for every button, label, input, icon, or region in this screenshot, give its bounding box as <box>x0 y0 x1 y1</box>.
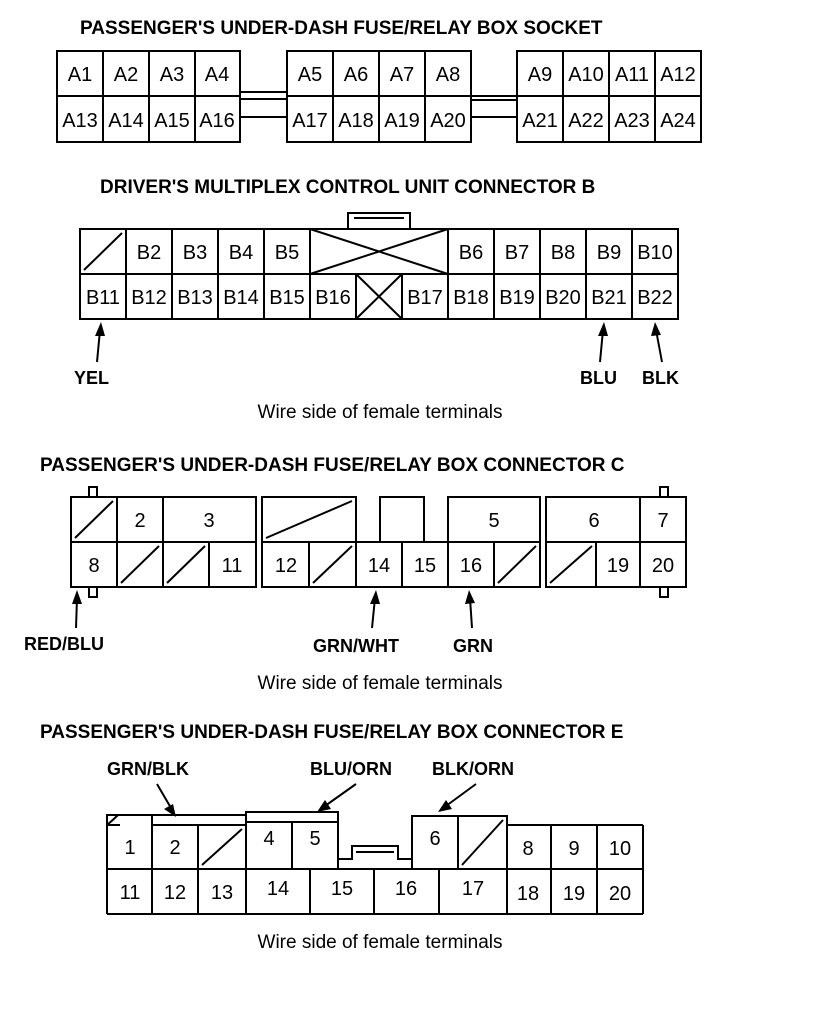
connector-c-t6: 6 <box>588 510 600 532</box>
connector-c-t2: 2 <box>134 510 146 532</box>
connector-b-section <box>74 177 679 423</box>
connector-e-t5: 5 <box>309 828 321 850</box>
socket-a-a13: A13 <box>62 110 98 132</box>
connector-c-note: Wire side of female terminals <box>257 673 503 694</box>
socket-a-a12: A12 <box>660 64 696 86</box>
connector-b-b12: B12 <box>131 287 167 309</box>
connector-b-b17: B17 <box>407 287 443 309</box>
connector-e-t20: 20 <box>608 883 632 905</box>
socket-a-a5: A5 <box>297 64 323 86</box>
socket-a-a16: A16 <box>199 110 235 132</box>
socket-a-a18: A18 <box>338 110 374 132</box>
connector-c-wire-grn-wht: GRN/WHT <box>313 636 399 656</box>
socket-a-a22: A22 <box>568 110 604 132</box>
connector-b-empty-slot <box>84 233 122 270</box>
socket-a-a14: A14 <box>108 110 144 132</box>
socket-a-a19: A19 <box>384 110 420 132</box>
connector-e-t1: 1 <box>124 837 136 859</box>
socket-a-a1: A1 <box>67 64 93 86</box>
connector-e-t18: 18 <box>516 883 540 905</box>
connector-e-t9: 9 <box>568 838 580 860</box>
connector-b-wire-arrows <box>95 322 662 362</box>
connector-e-t13: 13 <box>210 882 234 904</box>
connector-c-t5: 5 <box>488 510 500 532</box>
connector-b-b20: B20 <box>545 287 581 309</box>
connector-b-wire-blu: BLU <box>580 368 617 388</box>
connector-c-title: PASSENGER'S UNDER-DASH FUSE/RELAY BOX CONNECTOR C <box>40 455 625 476</box>
connector-b-b2: B2 <box>136 242 162 264</box>
connector-c-t15: 15 <box>413 555 437 577</box>
socket-a-a9: A9 <box>527 64 553 86</box>
socket-a-a21: A21 <box>522 110 558 132</box>
connector-b-b16: B16 <box>315 287 351 309</box>
connector-c-t3: 3 <box>203 510 215 532</box>
connector-c-t14: 14 <box>367 555 391 577</box>
socket-a-a17: A17 <box>292 110 328 132</box>
socket-a-a20: A20 <box>430 110 466 132</box>
connector-e-t10: 10 <box>608 838 632 860</box>
connector-e-t11: 11 <box>119 882 141 904</box>
connector-b-b18: B18 <box>453 287 489 309</box>
socket-a-a15: A15 <box>154 110 190 132</box>
socket-a-a6: A6 <box>343 64 369 86</box>
connector-b-wire-yel: YEL <box>74 368 110 388</box>
connector-b-b13: B13 <box>177 287 213 309</box>
connector-e-t8: 8 <box>522 838 534 860</box>
connector-e-note: Wire side of female terminals <box>257 932 503 953</box>
connector-b-b10: B10 <box>637 242 673 264</box>
connector-b-note: Wire side of female terminals <box>257 402 503 423</box>
connector-e-wire-blu-orn: BLU/ORN <box>310 759 392 779</box>
connector-e-t14: 14 <box>266 878 290 900</box>
connector-b-b4: B4 <box>228 242 254 264</box>
connector-c-t11: 11 <box>221 555 243 577</box>
connector-b-b5: B5 <box>274 242 300 264</box>
connector-c-t8: 8 <box>88 555 100 577</box>
socket-a-title: PASSENGER'S UNDER-DASH FUSE/RELAY BOX SOCKET <box>80 18 603 39</box>
connector-c-wire-arrows <box>72 590 475 628</box>
socket-a-a7: A7 <box>389 64 415 86</box>
connector-e-t16: 16 <box>394 878 418 900</box>
socket-a-a24: A24 <box>660 110 696 132</box>
socket-a-section <box>57 18 701 142</box>
socket-a-a4: A4 <box>204 64 230 86</box>
connector-b-b21: B21 <box>591 287 627 309</box>
connector-b-b11: B11 <box>85 287 121 309</box>
connector-c-t19: 19 <box>606 555 630 577</box>
connector-e-t2: 2 <box>169 837 181 859</box>
socket-a-a8: A8 <box>435 64 461 86</box>
connector-b-b8: B8 <box>550 242 576 264</box>
connector-e-t19: 19 <box>562 883 586 905</box>
connector-b-b19: B19 <box>499 287 535 309</box>
connector-b-b14: B14 <box>223 287 259 309</box>
connector-e-title: PASSENGER'S UNDER-DASH FUSE/RELAY BOX CONNECTOR E <box>40 722 624 743</box>
connector-b-b22: B22 <box>637 287 673 309</box>
socket-a-a23: A23 <box>614 110 650 132</box>
connector-c-wire-red-blu: RED/BLU <box>24 634 104 654</box>
connector-b-b9: B9 <box>596 242 622 264</box>
connector-c-center-tab <box>380 497 424 542</box>
socket-a-bridge-1 <box>240 92 287 117</box>
socket-a-a10: A10 <box>568 64 604 86</box>
connector-b-b3: B3 <box>182 242 208 264</box>
connector-b-wire-blk: BLK <box>642 368 679 388</box>
connector-e-t15: 15 <box>330 878 354 900</box>
connector-e-wire-blk-orn: BLK/ORN <box>432 759 514 779</box>
connector-c-section <box>24 455 686 694</box>
connector-b-b6: B6 <box>458 242 484 264</box>
connector-e-t6: 6 <box>429 828 441 850</box>
socket-a-a3: A3 <box>159 64 185 86</box>
connector-b-latch <box>348 213 410 229</box>
connector-e-wire-grn-blk: GRN/BLK <box>107 759 189 779</box>
socket-a-a2: A2 <box>113 64 139 86</box>
connector-e-section <box>40 722 643 953</box>
connector-b-b15: B15 <box>269 287 305 309</box>
connector-e-t17: 17 <box>461 878 485 900</box>
socket-a-a11: A11 <box>614 64 650 86</box>
connector-c-t20: 20 <box>651 555 675 577</box>
connector-c-t7: 7 <box>657 510 669 532</box>
connector-b-b7: B7 <box>504 242 530 264</box>
connector-e-t12: 12 <box>163 882 187 904</box>
connector-c-t16: 16 <box>459 555 483 577</box>
connector-c-wire-grn: GRN <box>453 636 493 656</box>
connector-e-raised-block-right <box>412 816 507 869</box>
connector-e-t4: 4 <box>263 828 275 850</box>
connector-c-t12: 12 <box>274 555 298 577</box>
connector-b-title: DRIVER'S MULTIPLEX CONTROL UNIT CONNECTOR B <box>100 177 596 198</box>
